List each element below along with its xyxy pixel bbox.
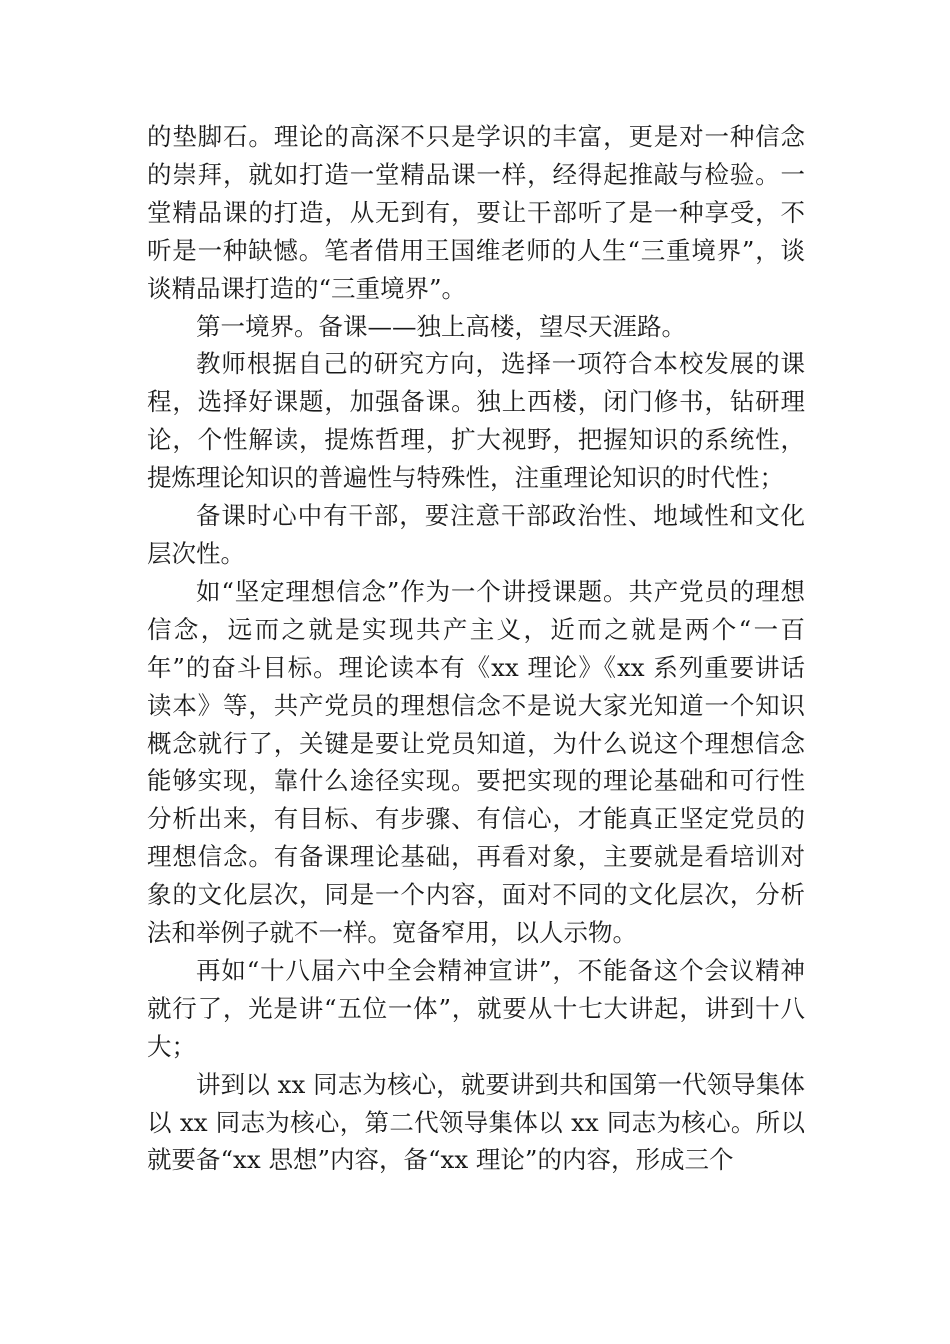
document-body <box>147 118 805 1179</box>
paragraph-lesson-preparation: 教师根据自己的研究方向，选择一项符合本校发展的课程，选择好课题，加强备课。独上西楼，闭门修书，钻研理论，个性解读，提炼哲理，扩大视野，把握知识的系统性，提炼理论知识的普遍性与特殊性，注重理论知识的时代性； <box>147 349 805 493</box>
paragraph-example-ideals: 如“坚定理想信念”作为一个讲授课题。共产党员的理想信念，远而之就是实现共产主义，近而之就是两个“一百年”的奋斗目标。理论读本有《xx 理论》《xx 系列重要讲话读本》等，共产党员的理想信念不是说大家光知道一个知识概念就行了，关键是要让党员知道，为什么说这个理想信念能够实现，靠什么途径实现。要把实现的理论基础和可行性分析出来，有目标、有步骤、有信心，才能真正坚定党员的理想信念。有备课理论基础，再看对象，主要就是看培训对象的文化层次，同是一个内容，面对不同的文化层次，分析法和举例子就不一样。宽备窄用，以人示物。 <box>147 576 805 948</box>
paragraph-example-core: 讲到以 xx 同志为核心，就要讲到共和国第一代领导集体以 xx 同志为核心，第二代领导集体以 xx 同志为核心。所以就要备“xx 思想”内容，备“xx 理论”的内容，形成三个 <box>147 1069 805 1175</box>
section-heading-first-realm: 第一境界。备课——独上高楼，望尽天涯路。 <box>196 311 686 341</box>
paragraph-continuation: 的垫脚石。理论的高深不只是学识的丰富，更是对一种信念的崇拜，就如打造一堂精品课一样，经得起推敲与检验。一堂精品课的打造，从无到有，要让干部听了是一种享受，不听是一种缺憾。笔者借用王国维老师的人生“三重境界”，谈谈精品课打造的“三重境界”。 <box>147 122 805 303</box>
paragraph-know-the-cadres: 备课时心中有干部，要注意干部政治性、地域性和文化层次性。 <box>147 501 805 568</box>
paragraph-example-plenary: 再如“十八届六中全会精神宣讲”，不能备这个会议精神就行了，光是讲“五位一体”，就要从十七大讲起，讲到十八大； <box>147 955 805 1061</box>
